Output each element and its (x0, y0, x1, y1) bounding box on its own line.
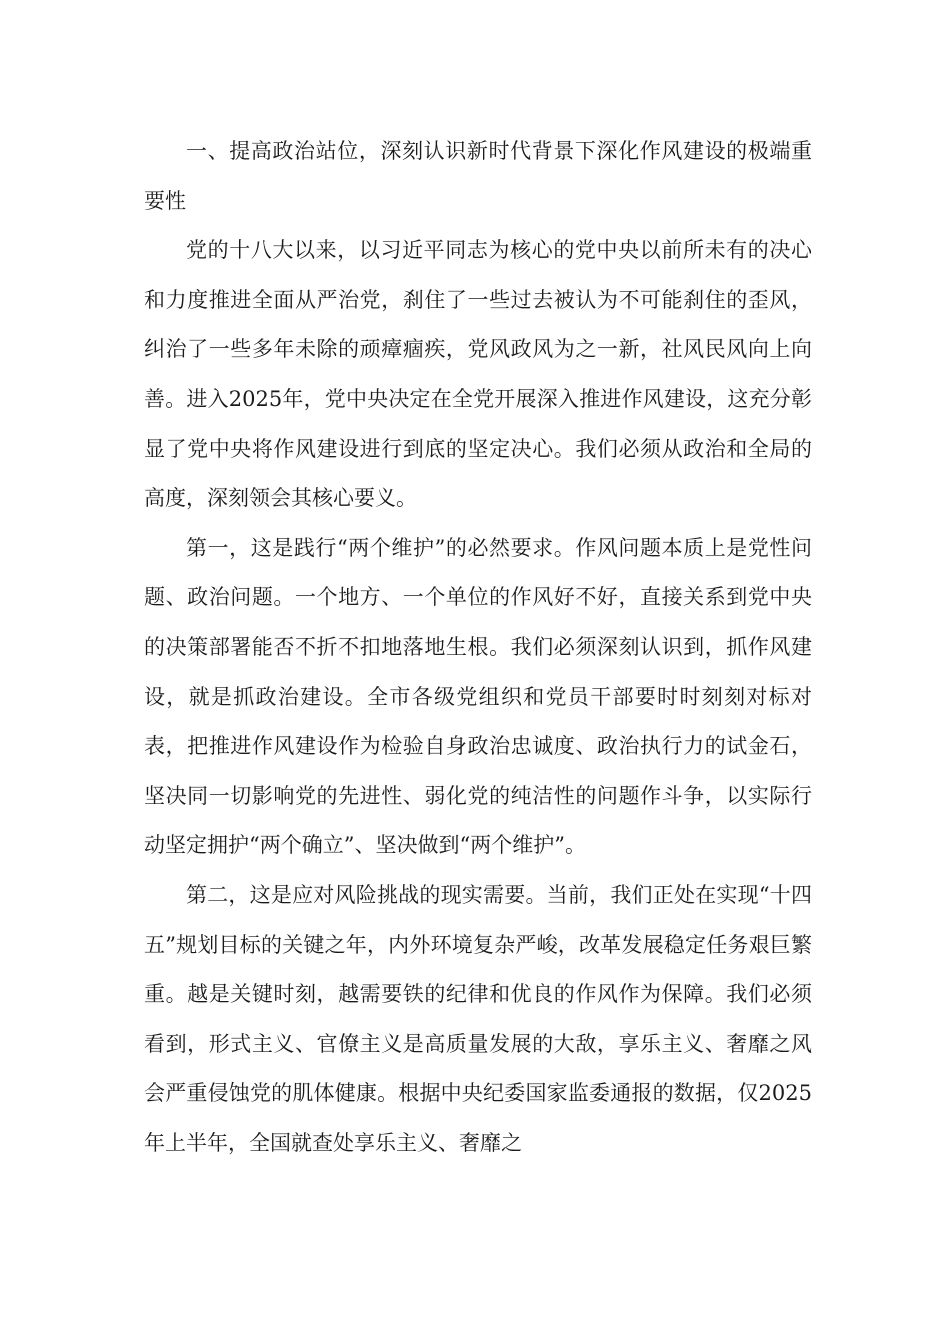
paragraph-intro: 党的十八大以来，以习近平同志为核心的党中央以前所未有的决心和力度推进全面从严治党，刹住了一些过去被认为不可能刹住的歪风，纠治了一些多年未除的顽瘴痼疾，党风政风为之一新，社风民风向上向善。进入2025年，党中央决定在全党开展深入推进作风建设，这充分彰显了党中央将作风建设进行到底的坚定决心。我们必须从政治和全局的高度，深刻领会其核心要义。 (144, 238, 812, 511)
paragraph-first-point: 第一，这是践行“两个维护”的必然要求。作风问题本质上是党性问题、政治问题。一个地方、一个单位的作风好不好，直接关系到党中央的决策部署能否不折不扣地落地生根。我们必须深刻认识到，抓作风建设，就是抓政治建设。全市各级党组织和党员干部要时时刻刻对标对表，把推进作风建设作为检验自身政治忠诚度、政治执行力的试金石，坚决同一切影响党的先进性、弱化党的纯洁性的问题作斗争，以实际行动坚定拥护“两个确立”、坚决做到“两个维护”。 (144, 535, 812, 858)
document-body (144, 127, 812, 1168)
paragraph-second-point: 第二，这是应对风险挑战的现实需要。当前，我们正处在实现“十四五”规划目标的关键之年，内外环境复杂严峻，改革发展稳定任务艰巨繁重。越是关键时刻，越需要铁的纪律和优良的作风作为保障。我们必须看到，形式主义、官僚主义是高质量发展的大敌，享乐主义、奢靡之风会严重侵蚀党的肌体健康。根据中央纪委国家监委通报的数据，仅2025年上半年，全国就查处享乐主义、奢靡之 (144, 882, 812, 1155)
section-heading: 一、提高政治站位，深刻认识新时代背景下深化作风建设的极端重要性 (144, 139, 812, 213)
